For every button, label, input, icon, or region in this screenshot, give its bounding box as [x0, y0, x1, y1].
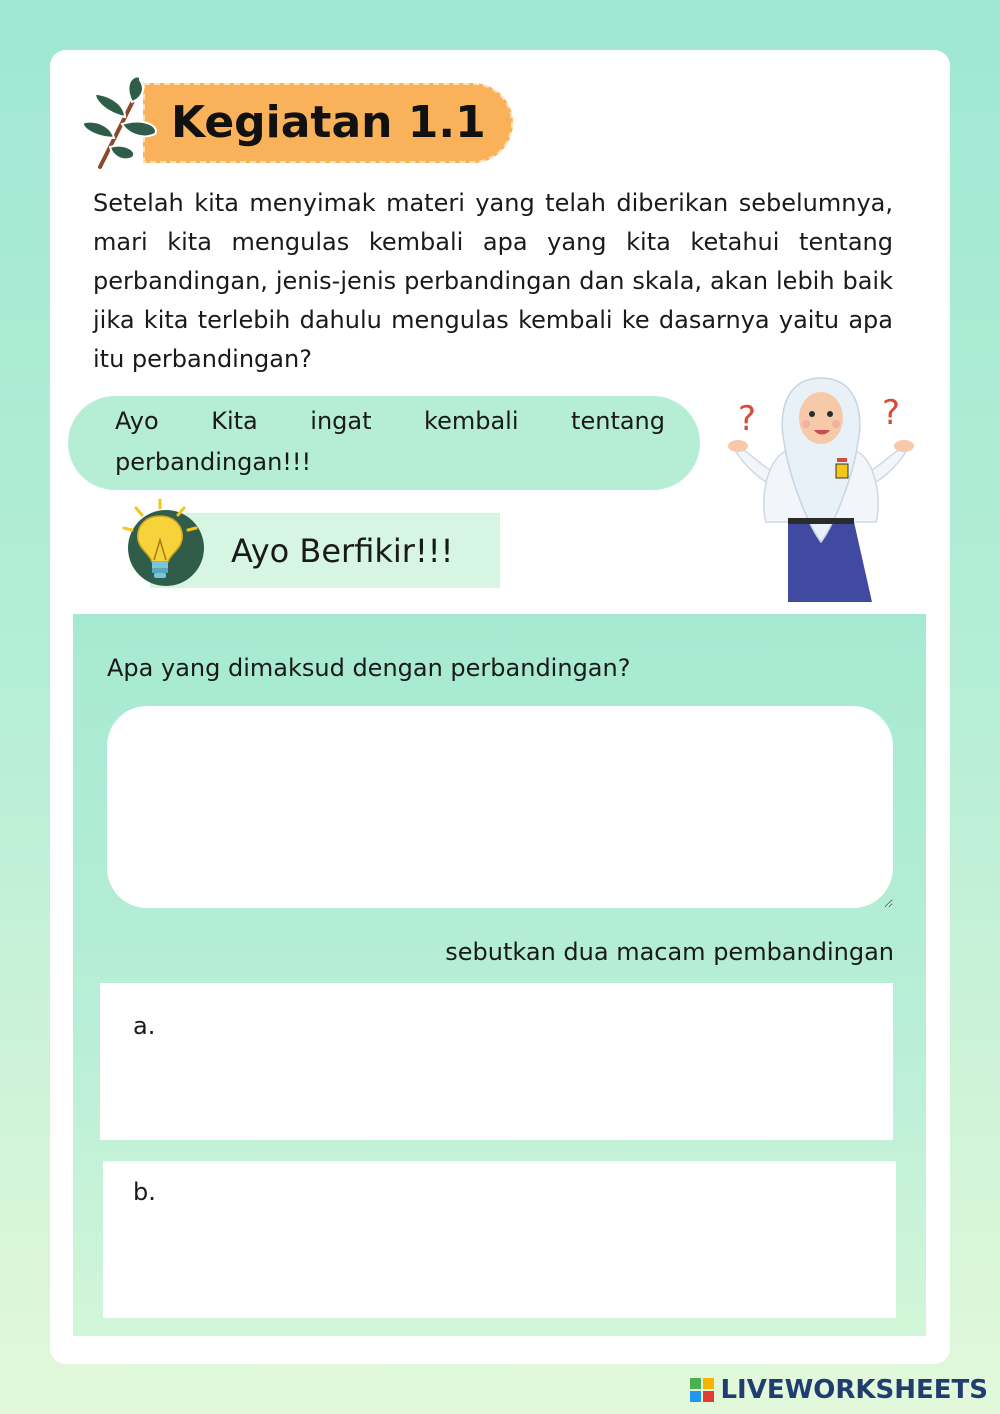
- question-2: sebutkan dua macam pembandingan: [445, 938, 894, 966]
- girl-with-question-marks: [726, 372, 916, 604]
- lightbulb-icon: [120, 498, 205, 590]
- page-title: Kegiatan 1.1: [171, 97, 486, 148]
- brand-name: LIVEWORKSHEETS: [720, 1375, 988, 1405]
- answer-1-input[interactable]: [107, 706, 893, 908]
- question-1: Apa yang dimaksud dengan perbandingan?: [107, 654, 631, 682]
- reminder-text: Ayo Kita ingat kembali tentang perbandingan!!!: [115, 407, 665, 476]
- answer-a-label: a.: [133, 1012, 156, 1040]
- question-mark-icon: ?: [882, 393, 901, 433]
- intro-paragraph: Setelah kita menyimak materi yang telah diberikan sebelumnya, mari kita mengulas kembali apa yang kita ketahui tentang perbandingan, jenis-jenis perbandingan dan skala, akan lebih baik jika kita terlebih dahulu mengulas kembali ke dasarnya yaitu apa itu perbandingan?: [93, 189, 893, 373]
- think-banner-label: Ayo Berfikir!!!: [231, 532, 454, 570]
- liveworksheets-logo-icon: [690, 1378, 714, 1402]
- brand-footer: [690, 1372, 988, 1408]
- leaf-branch-icon: [70, 72, 165, 172]
- question-mark-icon: ?: [738, 399, 757, 439]
- answer-a-input[interactable]: [100, 983, 893, 1140]
- answer-b-label: b.: [133, 1178, 156, 1206]
- answer-b-input[interactable]: [103, 1161, 896, 1318]
